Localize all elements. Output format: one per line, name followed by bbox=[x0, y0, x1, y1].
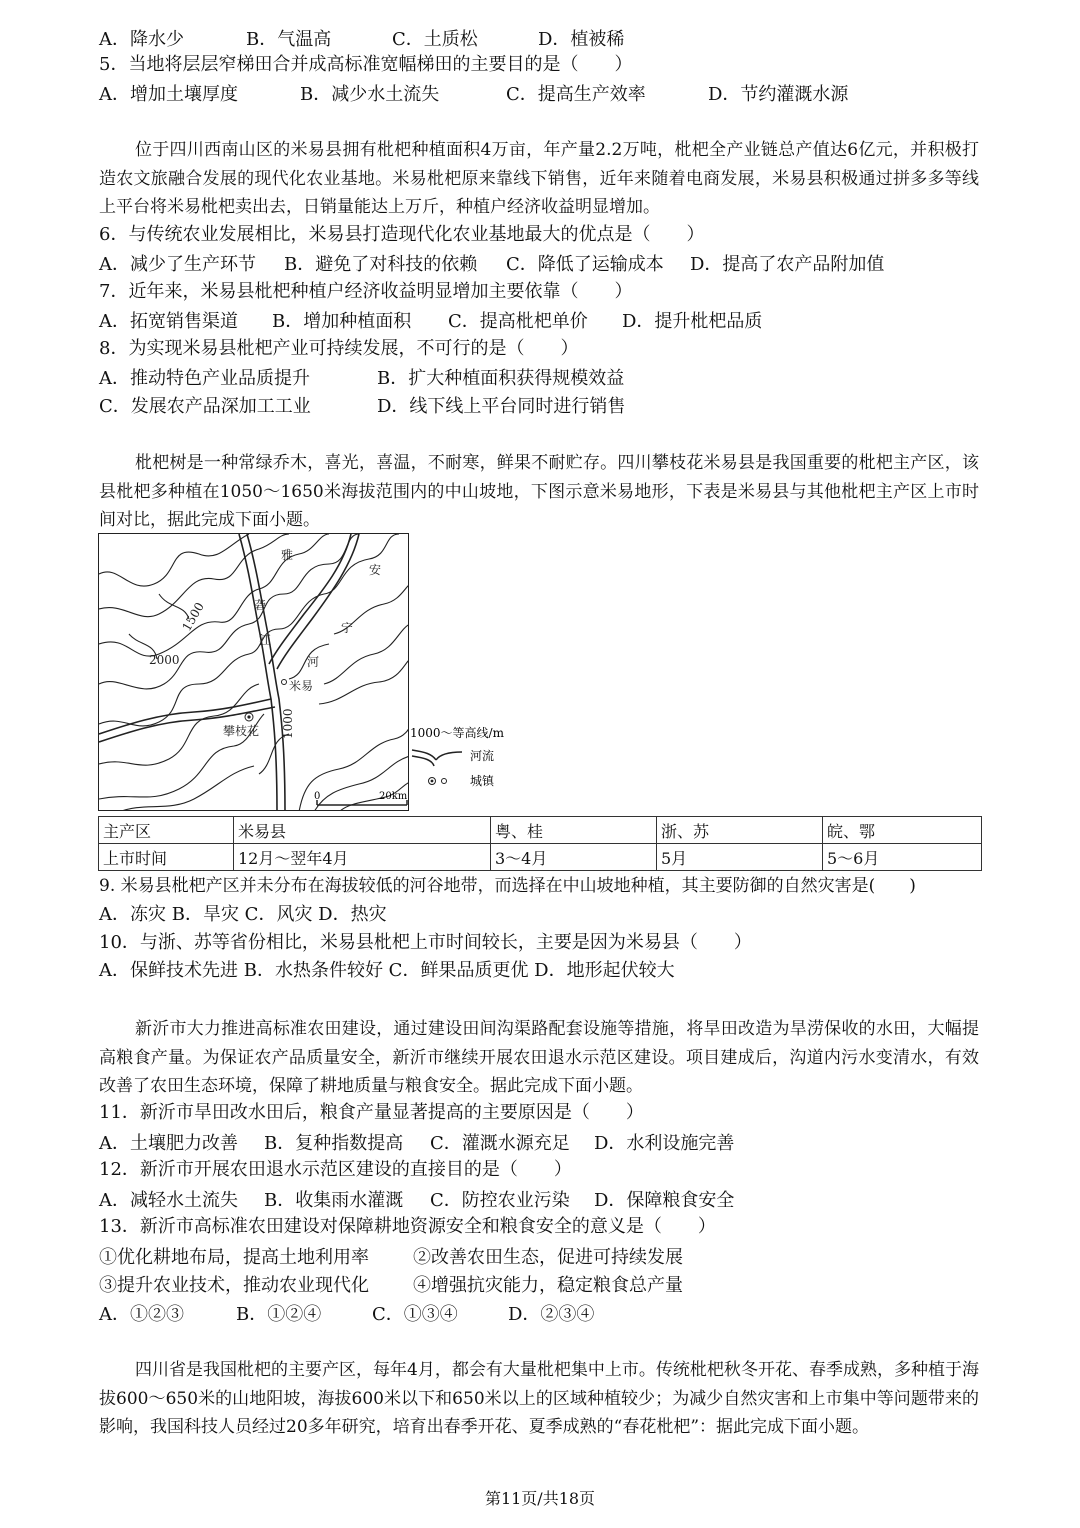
q12-option-b: B．收集雨水灌溉 bbox=[264, 1190, 404, 1211]
q13-option-a: A．①②③ bbox=[99, 1304, 184, 1325]
q6-option-b: B．避免了对科技的依赖 bbox=[284, 254, 478, 275]
q4-option-a: A．降水少 bbox=[99, 29, 184, 50]
q4-option-b: B．气温高 bbox=[246, 29, 332, 50]
passage-2-text: 位于四川西南山区的米易县拥有枇杷种植面积4万亩，年产量2.2万吨，枇杷全产业链总产值达6亿元，并积极打造农文旅融合发展的现代化农业基地。米易枇杷原来靠线下销售，近年来随着电商发展，米易县积极通过拼多多等线上平台将米易枇杷卖出去，日销量能达上万斤，种植户经济收益明显增加。 bbox=[99, 140, 979, 217]
map-labels bbox=[149, 547, 381, 739]
q13-option-b: B．①②④ bbox=[236, 1304, 322, 1325]
map-label-contour-1500: 1500 bbox=[179, 600, 207, 634]
passage-3-text: 枇杷树是一种常绿乔木，喜光，喜温，不耐寒，鲜果不耐贮存。四川攀枝花米易县是我国重要的枇杷主产区，该县枇杷多种植在1050～1650米海拔范围内的中山坡地，下图示意米易地形，下表是米易县与其他枇杷主产区上市时间对比，据此完成下面小题。 bbox=[99, 453, 979, 530]
legend-svg bbox=[410, 722, 550, 792]
map-label-contour-2000: 2000 bbox=[149, 653, 180, 667]
q13-statement-2: ②改善农田生态，促进可持续发展 bbox=[413, 1247, 683, 1268]
legend-river-label: 河流 bbox=[470, 749, 495, 763]
q13-option-d: D．②③④ bbox=[508, 1304, 595, 1325]
q12-option-d: D．保障粮食安全 bbox=[594, 1190, 735, 1211]
q13-stem: 13．新沂市高标准农田建设对保障耕地资源安全和粮食安全的意义是（ ） bbox=[99, 1216, 716, 1237]
terrain-map-svg bbox=[99, 534, 409, 811]
map-label-he: 河 bbox=[307, 655, 320, 669]
scale-max: 20km bbox=[379, 791, 408, 802]
table-cell: 粤、桂 bbox=[491, 817, 657, 844]
q6-option-a: A．减少了生产环节 bbox=[99, 254, 256, 275]
q8-stem: 8．为实现米易县枇杷产业可持续发展，不可行的是（ ） bbox=[99, 338, 579, 359]
miyi-town-marker bbox=[282, 680, 287, 685]
legend-town-label: 城镇 bbox=[470, 774, 495, 788]
map-label-ning: 宁 bbox=[341, 621, 354, 635]
q8-option-a: A．推动特色产业品质提升 bbox=[99, 368, 310, 389]
table-cell: 米易县 bbox=[234, 817, 491, 844]
map-label-jiang: 江 bbox=[259, 633, 272, 647]
q8-option-d: D．线下线上平台同时进行销售 bbox=[377, 396, 626, 417]
q6-stem: 6．与传统农业发展相比，米易县打造现代化农业基地最大的优点是（ ） bbox=[99, 224, 705, 245]
map-label-miyi: 米易 bbox=[289, 679, 314, 693]
q7-option-c: C．提高枇杷单价 bbox=[448, 311, 588, 332]
q13-option-c: C．①③④ bbox=[372, 1304, 458, 1325]
q12-option-a: A．减轻水土流失 bbox=[99, 1190, 238, 1211]
page-footer: 第11页/共18页 bbox=[484, 1489, 596, 1508]
q12-option-c: C．防控农业污染 bbox=[430, 1190, 570, 1211]
terrain-map bbox=[98, 533, 409, 811]
table-header-row bbox=[99, 817, 982, 844]
table-cell: 5～6月 bbox=[823, 844, 982, 871]
q11-option-a: A．土壤肥力改善 bbox=[99, 1133, 238, 1154]
passage-loquat-tree bbox=[99, 449, 979, 535]
table-cell: 主产区 bbox=[99, 817, 234, 844]
table-cell: 5月 bbox=[657, 844, 823, 871]
q5-option-d: D．节约灌溉水源 bbox=[708, 84, 849, 105]
q13-statement-1: ①优化耕地布局，提高土地利用率 bbox=[99, 1247, 369, 1268]
q10-options: A．保鲜技术先进 B．水热条件较好 C．鲜果品质更优 D．地形起伏较大 bbox=[99, 960, 675, 981]
q12-stem: 12．新沂市开展农田退水示范区建设的直接目的是（ ） bbox=[99, 1159, 572, 1180]
q13-statement-3: ③提升农业技术，推动农业现代化 bbox=[99, 1275, 369, 1296]
q11-option-c: C．灌溉水源充足 bbox=[430, 1133, 570, 1154]
passage-miyi-loquat bbox=[99, 136, 979, 222]
map-legend bbox=[410, 722, 550, 792]
q7-option-b: B．增加种植面积 bbox=[272, 311, 412, 332]
q6-option-c: C．降低了运输成本 bbox=[506, 254, 664, 275]
legend-town-icon bbox=[442, 779, 447, 784]
q4-option-c: C．土质松 bbox=[392, 29, 478, 50]
q6-option-d: D．提高了农产品附加值 bbox=[690, 254, 885, 275]
table-cell: 浙、苏 bbox=[657, 817, 823, 844]
map-label-an: 安 bbox=[369, 563, 382, 577]
q13-statement-4: ④增强抗灾能力，稳定粮食总产量 bbox=[413, 1275, 683, 1296]
passage-sichuan-loquat bbox=[99, 1356, 979, 1442]
q9-stem: 9. 米易县枇杷产区并未分布在海拔较低的河谷地带，而选择在中山坡地种植，其主要防御的自然灾害是( ) bbox=[99, 876, 916, 896]
rivers bbox=[99, 534, 359, 811]
q10-stem: 10．与浙、苏等省份相比，米易县枇杷上市时间较长，主要是因为米易县（ ） bbox=[99, 932, 752, 953]
map-label-ya: 雅 bbox=[281, 548, 294, 562]
q11-option-b: B．复种指数提高 bbox=[264, 1133, 404, 1154]
q5-option-b: B．减少水土流失 bbox=[300, 84, 440, 105]
q7-option-d: D．提升枇杷品质 bbox=[622, 311, 763, 332]
market-time-table bbox=[98, 816, 982, 871]
contour-lines bbox=[99, 534, 409, 811]
q4-option-d: D．植被稀 bbox=[538, 29, 625, 50]
scale-zero: 0 bbox=[314, 791, 321, 802]
q11-stem: 11．新沂市旱田改水田后，粮食产量显著提高的主要原因是（ ） bbox=[99, 1102, 644, 1123]
map-label-contour-1000: 1000 bbox=[281, 708, 295, 739]
q8-option-c: C．发展农产品深加工工业 bbox=[99, 396, 311, 417]
passage-5-text: 四川省是我国枇杷的主要产区，每年4月，都会有大量枇杷集中上市。传统枇杷秋冬开花、春季成熟，多种植于海拔600～650米的山地阳坡，海拔600米以下和650米以上的区域种植较少；为减少自然灾害和上市集中等问题带来的影响，我国科技人员经过20多年研究，培育出春季开花、夏季成熟的“春花枇杷”：据此完成下面小题。 bbox=[99, 1360, 979, 1437]
table-cell: 上市时间 bbox=[99, 844, 234, 871]
passage-xinyi-farmland bbox=[99, 1015, 979, 1101]
q5-stem: 5．当地将层层窄梯田合并成高标准宽幅梯田的主要目的是（ ） bbox=[99, 54, 633, 75]
legend-contour-label: 1000～等高线/m bbox=[410, 726, 504, 740]
q11-option-d: D．水利设施完善 bbox=[594, 1133, 735, 1154]
table-cell: 皖、鄂 bbox=[823, 817, 982, 844]
passage-4-text: 新沂市大力推进高标准农田建设，通过建设田间沟渠路配套设施等措施，将旱田改造为旱涝保收的水田，大幅提高粮食产量。为保证农产品质量安全，新沂市继续开展农田退水示范区建设。项目建成后，沟道内污水变清水，有效改善了农田生态环境，保障了耕地质量与粮食安全。据此完成下面小题。 bbox=[99, 1019, 979, 1096]
q5-option-c: C．提高生产效率 bbox=[506, 84, 646, 105]
q7-option-a: A．拓宽销售渠道 bbox=[99, 311, 238, 332]
panzhihua-city-dot bbox=[247, 715, 250, 718]
q9-options: A．冻灾 B．旱灾 C．风灾 D．热灾 bbox=[99, 904, 387, 925]
table-cell: 3～4月 bbox=[491, 844, 657, 871]
q5-option-a: A．增加土壤厚度 bbox=[99, 84, 238, 105]
table-row bbox=[99, 844, 982, 871]
map-label-panzhihua: 攀枝花 bbox=[223, 724, 260, 738]
map-label-long: 砻 bbox=[254, 598, 267, 612]
q7-stem: 7．近年来，米易县枇杷种植户经济收益明显增加主要依靠（ ） bbox=[99, 281, 633, 302]
table-cell: 12月～翌年4月 bbox=[234, 844, 491, 871]
q8-option-b: B．扩大种植面积获得规模效益 bbox=[377, 368, 625, 389]
